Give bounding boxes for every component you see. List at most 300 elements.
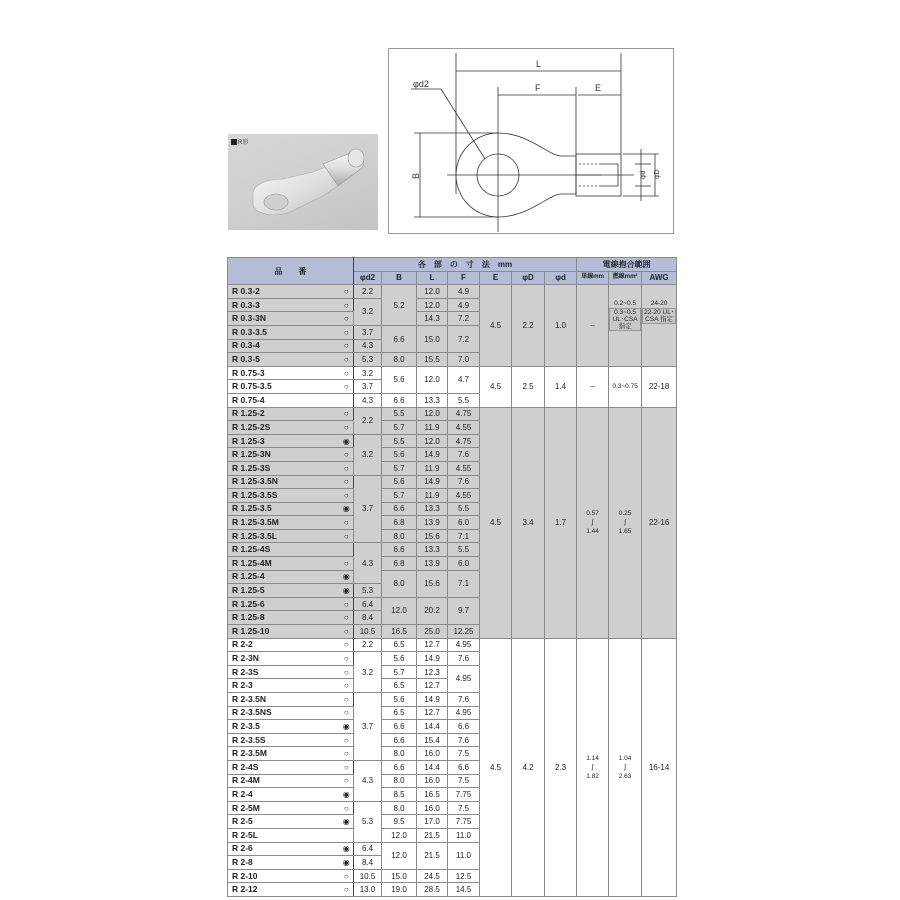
stranded-from: 0.25 (618, 510, 632, 518)
availability-mark: ◉ (340, 856, 354, 870)
availability-mark: ○ (340, 652, 354, 666)
cell-l: 12.0 (417, 366, 448, 393)
cell-l: 12.3 (417, 665, 448, 679)
ring-terminal-photo-icon (228, 134, 378, 230)
cell-b: 5.7 (382, 489, 417, 503)
cell-l: 12.0 (417, 285, 448, 299)
cell-phi-d-inner: 1.4 (545, 366, 577, 407)
product-name: R 2-3 (228, 679, 340, 693)
header-product: 品 番 (228, 258, 354, 285)
availability-mark: ○ (340, 883, 354, 897)
solid-from: 1.14 (586, 754, 599, 762)
range-separator: ∫ (591, 519, 594, 527)
awg-range: 24-20 (650, 300, 668, 308)
cell-l: 13.9 (417, 516, 448, 530)
cell-f: 4.7 (448, 366, 480, 393)
cell-e: 4.5 (480, 407, 512, 638)
cell-d2: 3.2 (354, 652, 382, 693)
cell-d2: 4.3 (354, 393, 382, 407)
cell-stranded (609, 407, 642, 638)
cell-b: 6.5 (382, 638, 417, 652)
cell-b: 6.6 (382, 543, 417, 557)
product-name: R 2-4 (228, 788, 340, 802)
product-name: R 1.25-6 (228, 597, 340, 611)
availability-mark: ◉ (340, 584, 354, 598)
cell-e: 4.5 (480, 366, 512, 407)
cell-f: 4.55 (448, 461, 480, 475)
availability-mark: ○ (340, 760, 354, 774)
cell-f: 4.95 (448, 638, 480, 652)
cell-f: 11.0 (448, 842, 480, 869)
product-name: R 1.25-3.5N (228, 475, 340, 489)
cell-e: 4.5 (480, 285, 512, 367)
product-name: R 2-5 (228, 815, 340, 829)
product-name: R 2-5M (228, 801, 340, 815)
photo-label-text: R形 (238, 140, 249, 146)
availability-mark: ○ (340, 625, 354, 639)
cell-f: 4.95 (448, 706, 480, 720)
cell-phi-d-inner: 2.3 (545, 638, 577, 896)
cell-l: 17.0 (417, 815, 448, 829)
cell-f: 6.6 (448, 760, 480, 774)
cell-l: 12.0 (417, 407, 448, 421)
product-name: R 1.25-8 (228, 611, 340, 625)
product-name: R 0.75-3.5 (228, 380, 340, 394)
cell-f: 7.75 (448, 815, 480, 829)
header-f: F (448, 271, 480, 285)
cell-l: 12.7 (417, 706, 448, 720)
product-photo (228, 134, 378, 230)
header-awg: AWG (642, 271, 677, 285)
svg-text:φD: φD (654, 169, 661, 179)
stranded-to: 2.63 (618, 772, 632, 780)
svg-text:B: B (411, 172, 421, 179)
photo-label (231, 137, 248, 146)
cell-phi-d-outer: 4.2 (512, 638, 545, 896)
cell-l: 21.5 (417, 842, 448, 869)
cell-b: 6.6 (382, 733, 417, 747)
product-name: R 1.25-3.5L (228, 529, 340, 543)
cell-d2: 4.3 (354, 543, 382, 584)
cell-awg: 22-18 (642, 366, 677, 407)
header-b: B (382, 271, 417, 285)
cell-stranded (609, 285, 642, 367)
availability-mark: ◉ (340, 570, 354, 584)
cell-f: 12.25 (448, 625, 480, 639)
cell-d2: 4.3 (354, 339, 382, 353)
cell-b: 5.7 (382, 421, 417, 435)
cell-f: 4.9 (448, 285, 480, 299)
availability-mark: ○ (340, 801, 354, 815)
availability-mark: ○ (340, 285, 354, 299)
cell-f: 7.75 (448, 788, 480, 802)
cell-f: 11.0 (448, 828, 480, 842)
product-name: R 2-6 (228, 842, 340, 856)
cell-f: 4.95 (448, 665, 480, 692)
product-name: R 2-8 (228, 856, 340, 870)
cell-b: 5.6 (382, 693, 417, 707)
ring-terminal-drawing-icon (389, 49, 673, 233)
cell-solid (577, 638, 609, 896)
cell-l: 16.0 (417, 774, 448, 788)
cell-l: 14.4 (417, 720, 448, 734)
range-separator: ∫ (624, 519, 626, 527)
cell-e: 4.5 (480, 638, 512, 896)
cell-b: 5.6 (382, 448, 417, 462)
awg-ul-note: 22-20 UL･CSA 指定 (644, 309, 675, 324)
product-name: R 1.25-3.5M (228, 516, 340, 530)
product-name: R 2-10 (228, 869, 340, 883)
cell-l: 24.5 (417, 869, 448, 883)
cell-f: 14.5 (448, 883, 480, 897)
cell-f: 5.5 (448, 393, 480, 407)
availability-mark: ○ (340, 407, 354, 421)
cell-d2: 8.4 (354, 856, 382, 870)
cell-f: 4.9 (448, 298, 480, 312)
product-name: R 2-2 (228, 638, 340, 652)
cell-f: 7.5 (448, 801, 480, 815)
product-name: R 2-3.5M (228, 747, 340, 761)
product-name: R 2-4M (228, 774, 340, 788)
header-l: L (417, 271, 448, 285)
availability-mark: ○ (340, 421, 354, 435)
cell-f: 7.1 (448, 529, 480, 543)
cell-stranded: 0.3~0.75 (609, 366, 642, 407)
cell-f: 7.2 (448, 312, 480, 326)
stranded-ul-note: 0.3~0.5 UL･CSA 指定 (609, 308, 641, 331)
product-name: R 1.25-2 (228, 407, 340, 421)
cell-l: 16.0 (417, 801, 448, 815)
cell-b: 8.0 (382, 747, 417, 761)
header-dimensions: 各 部 の 寸 法 mm (354, 258, 577, 272)
availability-mark: ○ (340, 448, 354, 462)
product-name: R 2-5L (228, 828, 340, 842)
spec-table (227, 257, 677, 897)
header-solid: 単線mm (577, 271, 609, 285)
cell-d2: 2.2 (354, 638, 382, 652)
solid-from: 0.57 (586, 510, 599, 518)
product-name: R 2-3S (228, 665, 340, 679)
availability-mark: ○ (340, 325, 354, 339)
product-name: R 1.25-3.5S (228, 489, 340, 503)
cell-solid: – (577, 285, 609, 367)
cell-l: 12.0 (417, 434, 448, 448)
cell-d2: 4.3 (354, 760, 382, 801)
product-name: R 0.3-2 (228, 285, 340, 299)
cell-d2: 6.4 (354, 597, 382, 611)
cell-f: 7.6 (448, 448, 480, 462)
cell-b: 5.6 (382, 475, 417, 489)
cell-f: 7.0 (448, 353, 480, 367)
cell-b: 5.7 (382, 665, 417, 679)
cell-f: 7.2 (448, 325, 480, 352)
cell-d2: 10.5 (354, 625, 382, 639)
cell-l: 13.9 (417, 557, 448, 571)
product-name: R 1.25-3S (228, 461, 340, 475)
cell-b: 5.7 (382, 461, 417, 475)
cell-l: 13.3 (417, 502, 448, 516)
cell-l: 11.9 (417, 489, 448, 503)
cell-f: 4.75 (448, 434, 480, 448)
cell-d2: 3.7 (354, 380, 382, 394)
table-row (228, 638, 677, 652)
availability-mark: ○ (340, 475, 354, 489)
availability-mark: ○ (340, 529, 354, 543)
availability-mark: ○ (340, 869, 354, 883)
product-name: R 2-4S (228, 760, 340, 774)
cell-f: 7.6 (448, 652, 480, 666)
cell-l: 14.9 (417, 652, 448, 666)
cell-b: 9.5 (382, 815, 417, 829)
cell-f: 7.5 (448, 774, 480, 788)
cell-b: 8.5 (382, 788, 417, 802)
product-name: R 0.3-3 (228, 298, 340, 312)
cell-d2: 3.7 (354, 325, 382, 339)
header-phi-d-inner: φd (545, 271, 577, 285)
cell-solid (577, 407, 609, 638)
svg-text:E: E (595, 83, 602, 93)
cell-d2: 5.3 (354, 353, 382, 367)
availability-mark: ◉ (340, 502, 354, 516)
cell-solid: – (577, 366, 609, 407)
stranded-to: 1.65 (618, 528, 632, 536)
cell-d2: 5.3 (354, 801, 382, 842)
cell-b: 19.0 (382, 883, 417, 897)
table-row (228, 366, 677, 380)
cell-l: 15.4 (417, 733, 448, 747)
cell-awg (642, 285, 677, 367)
header-wire-range: 電線抱合範囲 (577, 258, 677, 272)
cell-d2: 3.7 (354, 693, 382, 761)
cell-b: 5.5 (382, 434, 417, 448)
header-e: E (480, 271, 512, 285)
availability-mark: ○ (340, 461, 354, 475)
cell-d2: 5.3 (354, 584, 382, 598)
cell-f: 5.5 (448, 543, 480, 557)
availability-mark: ○ (340, 353, 354, 367)
cell-l: 13.3 (417, 393, 448, 407)
product-name: R 1.25-2S (228, 421, 340, 435)
cell-l: 21.5 (417, 828, 448, 842)
cell-d2: 3.2 (354, 434, 382, 475)
cell-l: 15.0 (417, 325, 448, 352)
cell-b: 6.8 (382, 557, 417, 571)
product-name: R 0.75-3 (228, 366, 340, 380)
availability-mark: ○ (340, 339, 354, 353)
svg-text:L: L (536, 59, 542, 69)
availability-mark: ◉ (340, 434, 354, 448)
cell-l: 12.7 (417, 679, 448, 693)
cell-d2: 8.4 (354, 611, 382, 625)
cell-b: 5.5 (382, 407, 417, 421)
cell-f: 7.5 (448, 747, 480, 761)
cell-l: 14.9 (417, 475, 448, 489)
availability-mark (340, 828, 354, 842)
product-name: R 0.3-3.5 (228, 325, 340, 339)
cell-d2: 3.2 (354, 298, 382, 325)
product-name: R 2-3.5S (228, 733, 340, 747)
range-separator: ∫ (591, 763, 594, 771)
svg-text:φd2: φd2 (413, 79, 429, 89)
cell-b: 6.5 (382, 679, 417, 693)
product-name: R 2-3.5N (228, 693, 340, 707)
availability-mark: ○ (340, 638, 354, 652)
cell-b: 8.0 (382, 801, 417, 815)
cell-b: 6.6 (382, 393, 417, 407)
cell-d2: 3.2 (354, 366, 382, 380)
product-name: R 2-3.5NS (228, 706, 340, 720)
cell-b: 12.0 (382, 842, 417, 869)
product-name: R 1.25-3 (228, 434, 340, 448)
cell-d2: 10.5 (354, 869, 382, 883)
stranded-from: 1.04 (618, 754, 632, 762)
availability-mark: ○ (340, 706, 354, 720)
cell-l: 16.5 (417, 788, 448, 802)
cell-b: 8.0 (382, 529, 417, 543)
product-name: R 1.25-10 (228, 625, 340, 639)
availability-mark: ◉ (340, 788, 354, 802)
cell-f: 4.75 (448, 407, 480, 421)
cell-l: 11.9 (417, 421, 448, 435)
cell-l: 20.2 (417, 597, 448, 624)
cell-b: 16.5 (382, 625, 417, 639)
cell-d2: 2.2 (354, 285, 382, 299)
availability-mark: ○ (340, 747, 354, 761)
cell-l: 14.9 (417, 693, 448, 707)
cell-d2: 13.0 (354, 883, 382, 897)
availability-mark: ○ (340, 380, 354, 394)
cell-awg: 22-16 (642, 407, 677, 638)
product-name: R 0.3-5 (228, 353, 340, 367)
cell-stranded (609, 638, 642, 896)
availability-mark: ○ (340, 298, 354, 312)
cell-b: 6.6 (382, 502, 417, 516)
svg-text:F: F (535, 83, 541, 93)
cell-d2: 6.4 (354, 842, 382, 856)
cell-f: 6.6 (448, 720, 480, 734)
availability-mark: ○ (340, 489, 354, 503)
header-stranded: 撚線mm² (609, 271, 642, 285)
cell-phi-d-inner: 1.7 (545, 407, 577, 638)
header-phi-d-outer: φD (512, 271, 545, 285)
cell-b: 8.0 (382, 353, 417, 367)
cell-l: 15.6 (417, 570, 448, 597)
cell-b: 6.8 (382, 516, 417, 530)
cell-d2: 2.2 (354, 407, 382, 434)
table-row (228, 407, 677, 421)
cell-awg: 16-14 (642, 638, 677, 896)
availability-mark: ○ (340, 557, 354, 571)
cell-phi-d-outer: 2.5 (512, 366, 545, 407)
cell-b: 6.6 (382, 760, 417, 774)
table-row (228, 285, 677, 299)
cell-d2: 3.7 (354, 475, 382, 543)
product-name: R 1.25-4S (228, 543, 340, 557)
cell-f: 4.55 (448, 421, 480, 435)
availability-mark: ○ (340, 733, 354, 747)
cell-f: 6.0 (448, 516, 480, 530)
cell-l: 12.0 (417, 298, 448, 312)
cell-b: 15.0 (382, 869, 417, 883)
cell-f: 7.6 (448, 475, 480, 489)
cell-l: 15.5 (417, 353, 448, 367)
cell-l: 12.7 (417, 638, 448, 652)
product-name: R 2-3.5 (228, 720, 340, 734)
product-name: R 0.3-3N (228, 312, 340, 326)
cell-l: 11.9 (417, 461, 448, 475)
header-d2: φd2 (354, 271, 382, 285)
availability-mark (340, 543, 354, 557)
range-separator: ∫ (624, 763, 626, 771)
product-name: R 0.75-4 (228, 393, 340, 407)
product-name: R 2-12 (228, 883, 340, 897)
availability-mark: ○ (340, 597, 354, 611)
cell-phi-d-outer: 3.4 (512, 407, 545, 638)
product-name: R 0.3-4 (228, 339, 340, 353)
cell-l: 25.0 (417, 625, 448, 639)
solid-to: 1.82 (586, 772, 599, 780)
cell-f: 5.5 (448, 502, 480, 516)
solid-to: 1.44 (586, 528, 599, 536)
availability-mark (340, 393, 354, 407)
cell-f: 12.5 (448, 869, 480, 883)
cell-b: 8.0 (382, 774, 417, 788)
cell-l: 15.6 (417, 529, 448, 543)
cell-b: 6.6 (382, 720, 417, 734)
product-name: R 1.25-3.5 (228, 502, 340, 516)
product-name: R 1.25-4M (228, 557, 340, 571)
availability-mark: ○ (340, 679, 354, 693)
cell-b: 8.0 (382, 570, 417, 597)
availability-mark: ○ (340, 611, 354, 625)
cell-l: 13.3 (417, 543, 448, 557)
cell-f: 6.0 (448, 557, 480, 571)
cell-b: 6.5 (382, 706, 417, 720)
cell-f: 7.1 (448, 570, 480, 597)
availability-mark: ○ (340, 516, 354, 530)
cell-b: 5.6 (382, 366, 417, 393)
cell-phi-d-inner: 1.0 (545, 285, 577, 367)
availability-mark: ◉ (340, 815, 354, 829)
product-name: R 2-3N (228, 652, 340, 666)
cell-b: 12.0 (382, 597, 417, 624)
cell-l: 16.0 (417, 747, 448, 761)
cell-l: 14.9 (417, 448, 448, 462)
cell-f: 7.6 (448, 733, 480, 747)
product-name: R 1.25-3N (228, 448, 340, 462)
square-bullet-icon (231, 139, 237, 145)
cell-b: 12.0 (382, 828, 417, 842)
product-name: R 1.25-5 (228, 584, 340, 598)
cell-phi-d-outer: 2.2 (512, 285, 545, 367)
stranded-range: 0.2~0.5 (614, 300, 637, 308)
product-name: R 1.25-4 (228, 570, 340, 584)
cell-b: 5.6 (382, 652, 417, 666)
availability-mark: ○ (340, 693, 354, 707)
svg-text:φd: φd (640, 170, 647, 179)
availability-mark: ◉ (340, 720, 354, 734)
dimension-drawing (388, 48, 674, 234)
cell-l: 28.5 (417, 883, 448, 897)
availability-mark: ○ (340, 774, 354, 788)
availability-mark: ○ (340, 366, 354, 380)
cell-f: 4.55 (448, 489, 480, 503)
availability-mark: ○ (340, 665, 354, 679)
cell-l: 14.3 (417, 312, 448, 326)
cell-l: 14.4 (417, 760, 448, 774)
cell-f: 9.7 (448, 597, 480, 624)
availability-mark: ◉ (340, 842, 354, 856)
